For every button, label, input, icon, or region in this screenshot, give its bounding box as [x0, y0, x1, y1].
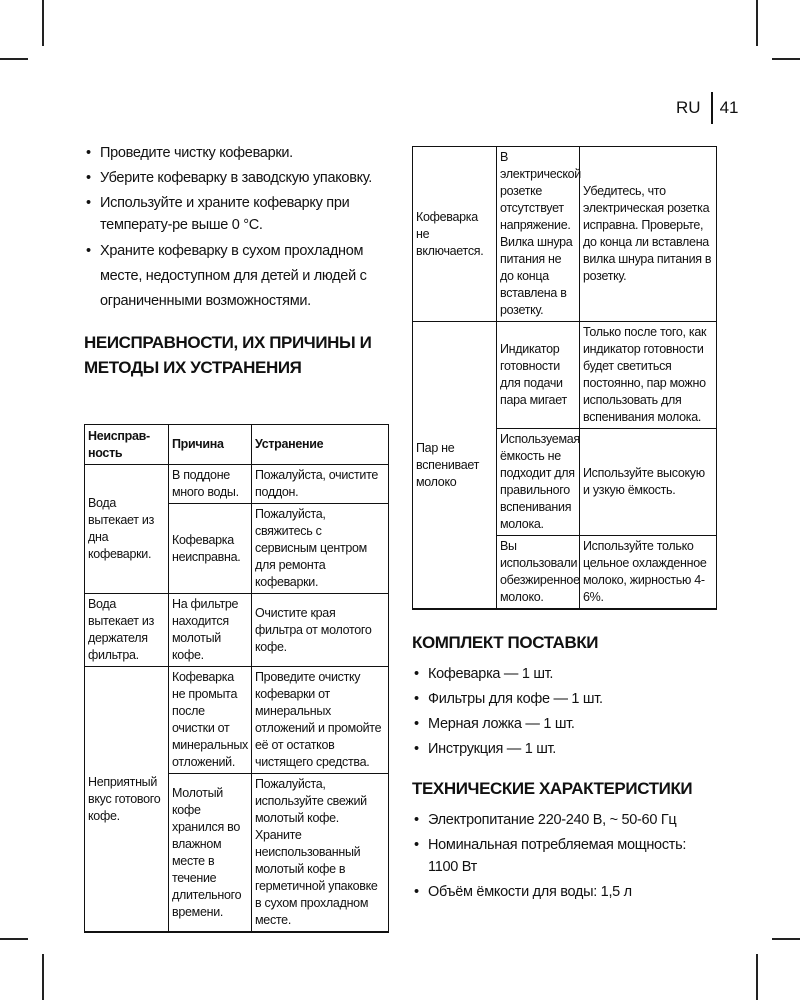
table-cell-solution: Очистите края фильтра от молотого кофе. — [252, 594, 389, 667]
table-cell-cause: Индикатор готовности для подачи пара мигает — [497, 322, 580, 429]
package-title: КОМПЛЕКТ ПОСТАВКИ — [412, 633, 599, 652]
list-item: • Уберите кофеварку в заводскую упаковку. — [84, 167, 394, 189]
troubleshooting-table-left — [84, 424, 389, 933]
crop-mark — [0, 938, 28, 940]
crop-mark — [756, 0, 758, 46]
table-cell-solution: Убедитесь, что электрическая розетка исправна. Проверьте, до конца ли вставлена вилка шнура питания в розетку. — [580, 147, 717, 322]
table-cell-solution: Проведите очистку кофеварки от минеральных отложений и промойте её от остатков чистящего средства. — [252, 667, 389, 774]
left-column — [84, 142, 394, 933]
crop-mark — [756, 954, 758, 1000]
table-cell-cause: Используемая ёмкость не подходит для правильного вспенивания молока. — [497, 429, 580, 536]
right-column — [412, 146, 718, 906]
table-row — [413, 322, 717, 429]
list-item: • Электропитание 220-240 В, ~ 50-60 Гц — [412, 809, 718, 831]
list-item: • Фильтры для кофе — 1 шт. — [412, 688, 718, 710]
list-item: • Номинальная потребляемая мощность: 1100 Вт — [412, 834, 718, 878]
package-list — [412, 663, 718, 760]
table-header-solution: Устранение — [252, 425, 389, 465]
table-row — [85, 667, 389, 774]
crop-mark — [0, 58, 28, 60]
table-cell-problem: Кофеварка не включается. — [413, 147, 497, 322]
table-cell-problem: Вода вытекает из дна кофеварки. — [85, 465, 169, 594]
table-row — [413, 147, 717, 322]
table-cell-problem: Вода вытекает из держателя фильтра. — [85, 594, 169, 667]
table-cell-solution: Используйте только цельное охлажденное молоко, жирностью 4-6%. — [580, 536, 717, 610]
troubleshooting-table-right — [412, 146, 717, 610]
list-item: • Кофеварка — 1 шт. — [412, 663, 718, 685]
troubleshooting-title: НЕИСПРАВНОСТИ, ИХ ПРИЧИНЫ И МЕТОДЫ ИХ УСТРАНЕНИЯ — [84, 333, 372, 377]
table-cell-solution: Пожалуйста, свяжитесь с сервисным центром для ремонта кофеварки. — [252, 504, 389, 594]
page-number: 41 — [719, 98, 739, 117]
table-cell-cause: В поддоне много воды. — [169, 465, 252, 504]
list-item: • Используйте и храните кофеварку при температу-ре выше 0 °С. — [84, 192, 394, 236]
table-cell-solution: Пожалуйста, очистите поддон. — [252, 465, 389, 504]
table-cell-cause: Кофеварка не промыта после очистки от минеральных отложений. — [169, 667, 252, 774]
crop-mark — [772, 58, 800, 60]
specs-title: ТЕХНИЧЕСКИЕ ХАРАКТЕРИСТИКИ — [412, 779, 693, 798]
table-cell-cause: На фильтре находится молотый кофе. — [169, 594, 252, 667]
table-cell-cause: Молотый кофе хранился во влажном месте в течение длительного времени. — [169, 774, 252, 933]
list-item: • Проведите чистку кофеварки. — [84, 142, 394, 164]
crop-mark — [772, 938, 800, 940]
list-item: • Инструкция — 1 шт. — [412, 738, 718, 760]
crop-mark — [42, 0, 44, 46]
table-cell-solution: Используйте высокую и узкую ёмкость. — [580, 429, 717, 536]
table-row — [85, 465, 389, 504]
care-bullet-list — [84, 142, 394, 314]
list-item: • Храните кофеварку в сухом прохладном месте, недоступном для детей и людей с ограниченными возможностями. — [84, 239, 394, 314]
table-header-cause: Причина — [169, 425, 252, 465]
table-cell-problem: Неприятный вкус готового кофе. — [85, 667, 169, 933]
table-row — [85, 594, 389, 667]
list-item: • Объём ёмкости для воды: 1,5 л — [412, 881, 718, 903]
table-cell-cause: Вы использовали обезжиренное молоко. — [497, 536, 580, 610]
specs-list — [412, 809, 718, 903]
language-code: RU — [676, 98, 701, 117]
list-item: • Мерная ложка — 1 шт. — [412, 713, 718, 735]
table-cell-solution: Только после того, как индикатор готовности будет светиться постоянно, пар можно использовать для вспенивания молока. — [580, 322, 717, 429]
header-divider — [711, 92, 713, 124]
table-header-row — [85, 425, 389, 465]
table-cell-solution: Пожалуйста, используйте свежий молотый кофе. Храните неиспользованный молотый кофе в герметичной упаковке в сухом прохладном месте. — [252, 774, 389, 933]
table-cell-problem: Пар не вспенивает молоко — [413, 322, 497, 610]
crop-mark — [42, 954, 44, 1000]
table-cell-cause: В электрической розетке отсутствует напряжение. Вилка шнура питания не до конца вставлена в розетку. — [497, 147, 580, 322]
page-header — [676, 92, 738, 124]
table-cell-cause: Кофеварка неисправна. — [169, 504, 252, 594]
table-header-problem: Неисправ-ность — [85, 425, 169, 465]
